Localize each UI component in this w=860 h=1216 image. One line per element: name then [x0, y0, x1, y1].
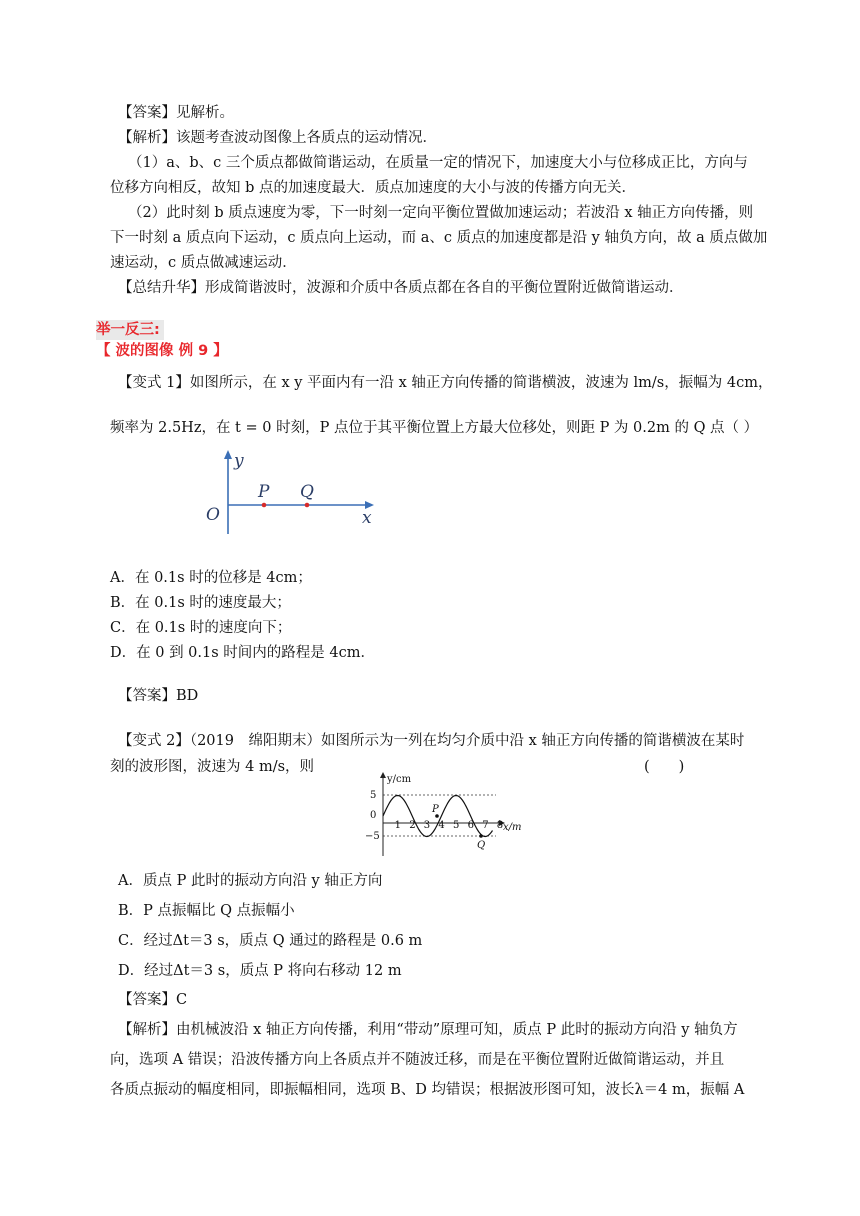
text-line: （1）a、b、c 三个质点都做简谐运动，在质量一定的情况下，加速度大小与位移成正比，方向与 [128, 155, 748, 171]
y-axis-label: y/cm [387, 774, 412, 785]
y-axis-label: y [234, 451, 244, 471]
text-line: 向，选项 A 错误；沿波传播方向上各质点并不随波迁移，而是在平衡位置附近做简谐运动，并且 [110, 1052, 725, 1068]
x-tick-labels [395, 820, 504, 831]
section-title: 举一反三: [96, 320, 164, 340]
x-tick-label: 2 [409, 820, 416, 831]
y-axis-arrow [380, 772, 386, 778]
x-tick-label: 1 [394, 820, 401, 831]
figure-2-waveform [356, 770, 546, 860]
x-tick-label: 5 [453, 820, 460, 831]
text-line: A．质点 P 此时的振动方向沿 y 轴正方向 [118, 873, 383, 889]
text-line: 下一时刻 a 质点向下运动，c 质点向上运动，而 a、c 质点的加速度都是沿 y 轴负方向，故 a 质点做加 [110, 230, 768, 246]
text-line: C．经过Δt＝3 s，质点 Q 通过的路程是 0.6 m [118, 933, 423, 949]
y-tick-5: 5 [370, 790, 377, 801]
origin-label: O [206, 505, 220, 525]
y-tick-0: 0 [370, 810, 377, 821]
text-line: 【解析】由机械波沿 x 轴正方向传播，利用“带动”原理可知，质点 P 此时的振动方向沿 y 轴负方 [118, 1022, 738, 1038]
text-line: A．在 0.1s 时的位移是 4cm； [110, 570, 312, 586]
text-line: 速运动，c 质点做减速运动． [110, 255, 297, 271]
figure-1-axes [200, 448, 400, 538]
x-tick-label: 8 [496, 820, 504, 831]
text-line: D．经过Δt＝3 s，质点 P 将向右移动 12 m [118, 963, 402, 979]
text-line: ( ) [644, 759, 685, 775]
text-line: 各质点振动的幅度相同，即振幅相同，选项 B、D 均错误；根据波形图可知，波长λ＝4 m，振幅 A [110, 1082, 745, 1098]
text-line: B．P 点振幅比 Q 点振幅小 [118, 903, 295, 919]
point-q-label: Q [477, 840, 486, 851]
text-line: 【解析】该题考查波动图像上各质点的运动情况． [118, 130, 437, 146]
point-q-label: Q [300, 482, 314, 502]
text-line: 【答案】见解析。 [118, 105, 234, 121]
text-line: （2）此时刻 b 质点速度为零，下一时刻一定向平衡位置做加速运动；若波沿 x 轴正方向传播，则 [128, 205, 754, 221]
x-tick-label: 4 [438, 820, 445, 831]
text-line: 【答案】BD [118, 688, 199, 704]
text-line: 【变式 1】如图所示，在 x y 平面内有一沿 x 轴正方向传播的简谐横波，波速为 lm/s，振幅为 4cm， [118, 375, 773, 391]
text-line: C．在 0.1s 时的速度向下； [110, 620, 292, 636]
point-p-label: P [258, 482, 270, 502]
point-q [305, 503, 310, 508]
text-line: 刻的波形图，波速为 4 m/s，则 [110, 759, 315, 775]
x-tick-label: 7 [482, 820, 489, 831]
point-p-label: P [432, 804, 439, 815]
x-axis-label: x [362, 508, 372, 528]
y-axis-arrow [224, 450, 232, 459]
section-subtitle: 【 波的图像 例 9 】 [96, 343, 228, 359]
text-line: 【答案】C [118, 992, 188, 1008]
point-q [479, 834, 483, 838]
y-tick-neg5: −5 [365, 831, 380, 842]
point-p [262, 503, 267, 508]
text-line: D．在 0 到 0.1s 时间内的路程是 4cm． [110, 645, 375, 661]
text-line: 位移方向相反，故知 b 点的加速度最大．质点加速度的大小与波的传播方向无关． [110, 180, 636, 196]
x-tick-label: 6 [467, 820, 474, 831]
text-line: 【变式 2】（2019 绵阳期末）如图所示为一列在均匀介质中沿 x 轴正方向传播的简谐横波在某时 [118, 733, 745, 749]
x-axis-label: x/m [503, 822, 522, 833]
x-tick-label: 3 [423, 820, 431, 831]
text-line: 频率为 2.5Hz，在 t = 0 时刻，P 点位于其平衡位置上方最大位移处，则距 P 为 0.2m 的 Q 点（ ） [110, 420, 759, 436]
text-line: B．在 0.1s 时的速度最大； [110, 595, 291, 611]
text-line: 【总结升华】形成简谐波时，波源和介质中各质点都在各自的平衡位置附近做简谐运动． [118, 280, 684, 296]
